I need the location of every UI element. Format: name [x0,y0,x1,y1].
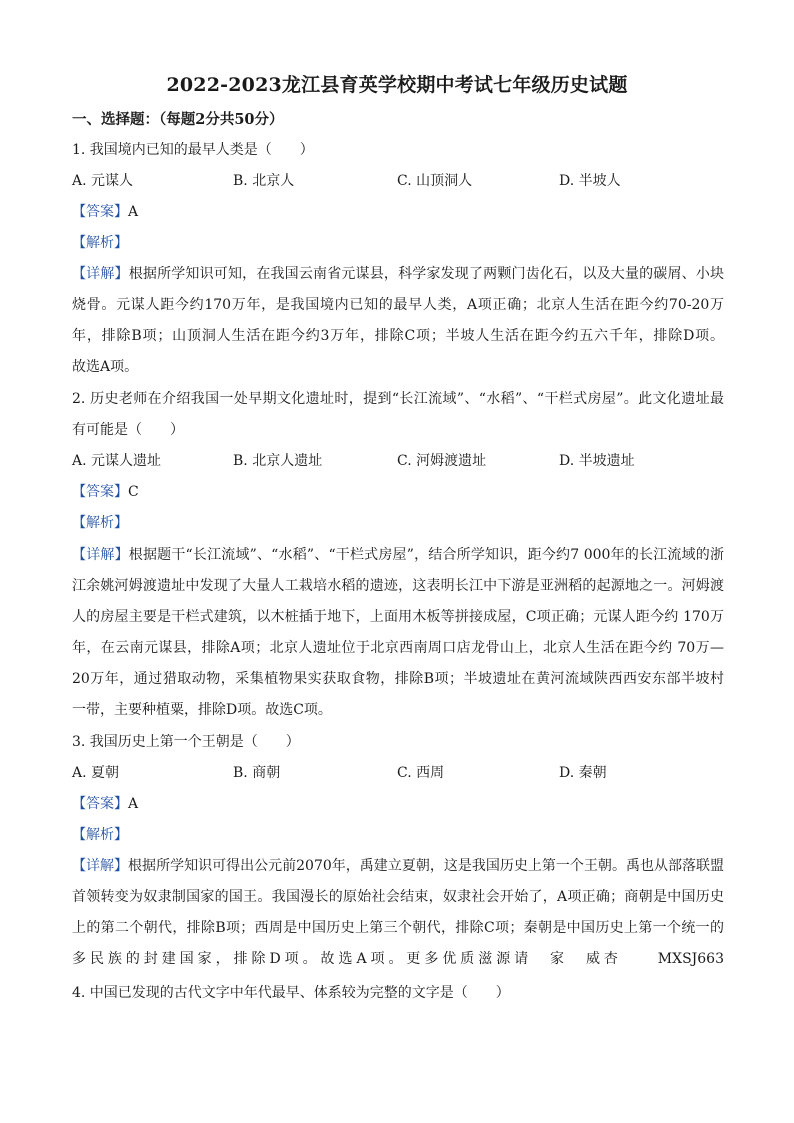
detail-line: 【详解】根据所学知识可知，在我国云南省元谋县，科学家发现了两颗门齿化石，以及大量的碳屑、小块 [72,266,725,282]
detail-line: 故选A项。 [72,359,139,375]
section-heading: 一、选择题：（每题2分共50分） [72,111,284,128]
detail-label: 【详解】 [72,266,129,282]
question-2-option-c: C. 河姆渡遗址 [397,453,487,469]
detail-label: 【详解】 [72,858,129,874]
stem-line: 2. 历史老师在介绍我国一处早期文化遗址时，提到“长江流域”、“水稻”、“干栏式房屋”。此文化遗址最 [72,391,724,407]
analysis-label: 【解析】 [72,515,128,531]
detail-line: 江余姚河姆渡遗址中发现了大量人工栽培水稻的遗迹，这表明长江中下游是亚洲稻的起源地之一。河姆渡 [72,578,724,594]
answer-value: A [128,204,139,220]
question-2-option-b: B. 北京人遗址 [233,453,323,469]
question-3-option-b: B. 商朝 [233,765,281,781]
question-3-option-c: C. 西周 [397,765,445,781]
analysis-label: 【解析】 [72,827,128,843]
detail-line: 多民族的封建国家，排除D项。故选A项。更多优质滋源请 家 威杏 MXSJ663 [72,951,724,967]
question-1-option-d: D. 半坡人 [559,173,621,189]
question-1-option-b: B. 北京人 [233,173,295,189]
answer-label: 【答案】 [72,796,128,812]
question-2-answer [72,482,139,502]
detail-line: 烧骨。元谋人距今约170万年，是我国境内已知的最早人类，A项正确；北京人生活在距今约70-20万 [72,297,724,313]
question-1-detail [72,264,724,374]
detail-line: 20万年，通过猎取动物，采集植物果实获取食物，排除B项；半坡遗址在黄河流域陕西西安东部半坡村 [72,671,724,687]
question-1-analysis-label [72,233,128,253]
page-title: 2022-2023龙江县育英学校期中考试七年级历史试题 [166,74,628,96]
question-1-answer [72,202,138,222]
detail-line: 【详解】根据题干“长江流域”、“水稻”、“干栏式房屋”，结合所学知识，距今约7 000年的长江流域的浙 [72,547,724,563]
question-3-option-a: A. 夏朝 [72,765,120,781]
question-2-option-a: A. 元谋人遗址 [72,453,162,469]
detail-label: 【详解】 [72,547,129,563]
detail-line: 年，排除B项；山顶洞人生活在距今约3万年，排除C项；半坡人生活在距今约五六千年，排除D项。 [72,328,724,344]
question-3-detail [72,856,724,971]
detail-line: 年，在云南元谋县，排除A项；北京人遗址位于北京西南周口店龙骨山上，北京人生活在距今约 70万— [72,640,724,656]
answer-label: 【答案】 [72,484,128,500]
question-3-stem: 3. 我国历史上第一个王朝是（ ） [72,734,300,750]
detail-line: 首领转变为奴隶制国家的国王。我国漫长的原始社会结束，奴隶社会开始了，A项正确；商朝是中国历史 [72,889,724,905]
answer-value: C [128,484,139,500]
question-3-answer [72,794,138,814]
detail-line: 一带，主要种植粟，排除D项。故选C项。 [72,702,332,718]
question-2-stem [72,389,724,441]
detail-line: 上的第二个朝代，排除B项；西周是中国历史上第三个朝代，排除C项；秦朝是中国历史上第一个统一的 [72,920,724,936]
question-1-stem: 1. 我国境内已知的最早人类是（ ） [72,142,314,158]
question-4-stem: 4. 中国已发现的古代文字中年代最早、体系较为完整的文字是（ ） [72,985,510,1001]
detail-line: 【详解】根据所学知识可得出公元前2070年，禹建立夏朝，这是我国历史上第一个王朝。禹也从部落联盟 [72,858,725,874]
question-2-analysis-label [72,513,128,533]
question-1-option-c: C. 山顶洞人 [397,173,473,189]
analysis-label: 【解析】 [72,235,128,251]
stem-line: 有可能是（ ） [72,422,184,438]
question-3-option-d: D. 秦朝 [559,765,607,781]
question-1-option-a: A. 元谋人 [72,173,134,189]
answer-label: 【答案】 [72,204,128,220]
detail-line: 人的房屋主要是干栏式建筑，以木桩插于地下，上面用木板等拼接成屋，C项正确；元谋人距今约 170万 [72,609,724,625]
question-2-detail [72,545,724,720]
question-2-option-d: D. 半坡遗址 [559,453,635,469]
question-3-analysis-label [72,825,128,845]
answer-value: A [128,796,139,812]
